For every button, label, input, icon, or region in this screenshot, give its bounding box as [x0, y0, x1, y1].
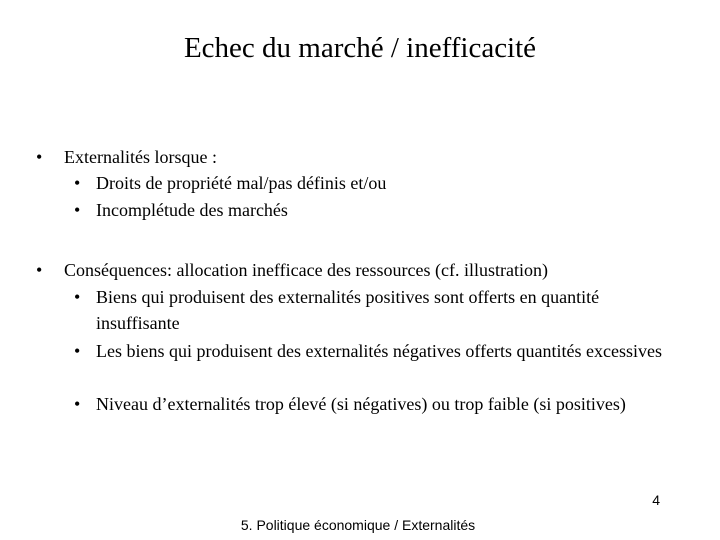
- subbullet-incompletude: [74, 197, 288, 223]
- subbullet-externalites-positives: [74, 284, 686, 336]
- slide-title: Echec du marché / inefficacité: [183, 32, 537, 64]
- subbullet-text: Les biens qui produisent des externalités négatives offerts quantités excessives: [96, 341, 663, 361]
- bullet-text: Externalités lorsque :: [64, 147, 217, 167]
- subbullet-droits: [74, 170, 386, 196]
- bullet-dot: •: [74, 173, 81, 193]
- subbullet-text: Droits de propriété mal/pas définis et/ou: [96, 173, 387, 193]
- subbullet-niveau: [74, 391, 696, 417]
- subbullet-externalites-negatives: [74, 338, 686, 364]
- footer: 5. Politique économique / Externalités: [240, 517, 476, 533]
- bullet-dot: •: [36, 260, 43, 280]
- bullet-consequences: [36, 257, 548, 283]
- subbullet-text: Biens qui produisent des externalités positives sont offerts en quantité insuffisante: [96, 287, 600, 333]
- bullet-dot: •: [74, 287, 81, 307]
- bullet-text: Conséquences: allocation inefficace des ressources (cf. illustration): [64, 260, 548, 280]
- bullet-dot: •: [74, 341, 81, 361]
- page-number: 4: [652, 492, 660, 508]
- subbullet-text: Incomplétude des marchés: [96, 200, 288, 220]
- bullet-dot: •: [36, 147, 43, 167]
- bullet-dot: •: [74, 394, 81, 414]
- bullet-externalites: [36, 144, 217, 170]
- subbullet-text: Niveau d’externalités trop élevé (si négatives) ou trop faible (si positives): [96, 394, 626, 414]
- bullet-dot: •: [74, 200, 81, 220]
